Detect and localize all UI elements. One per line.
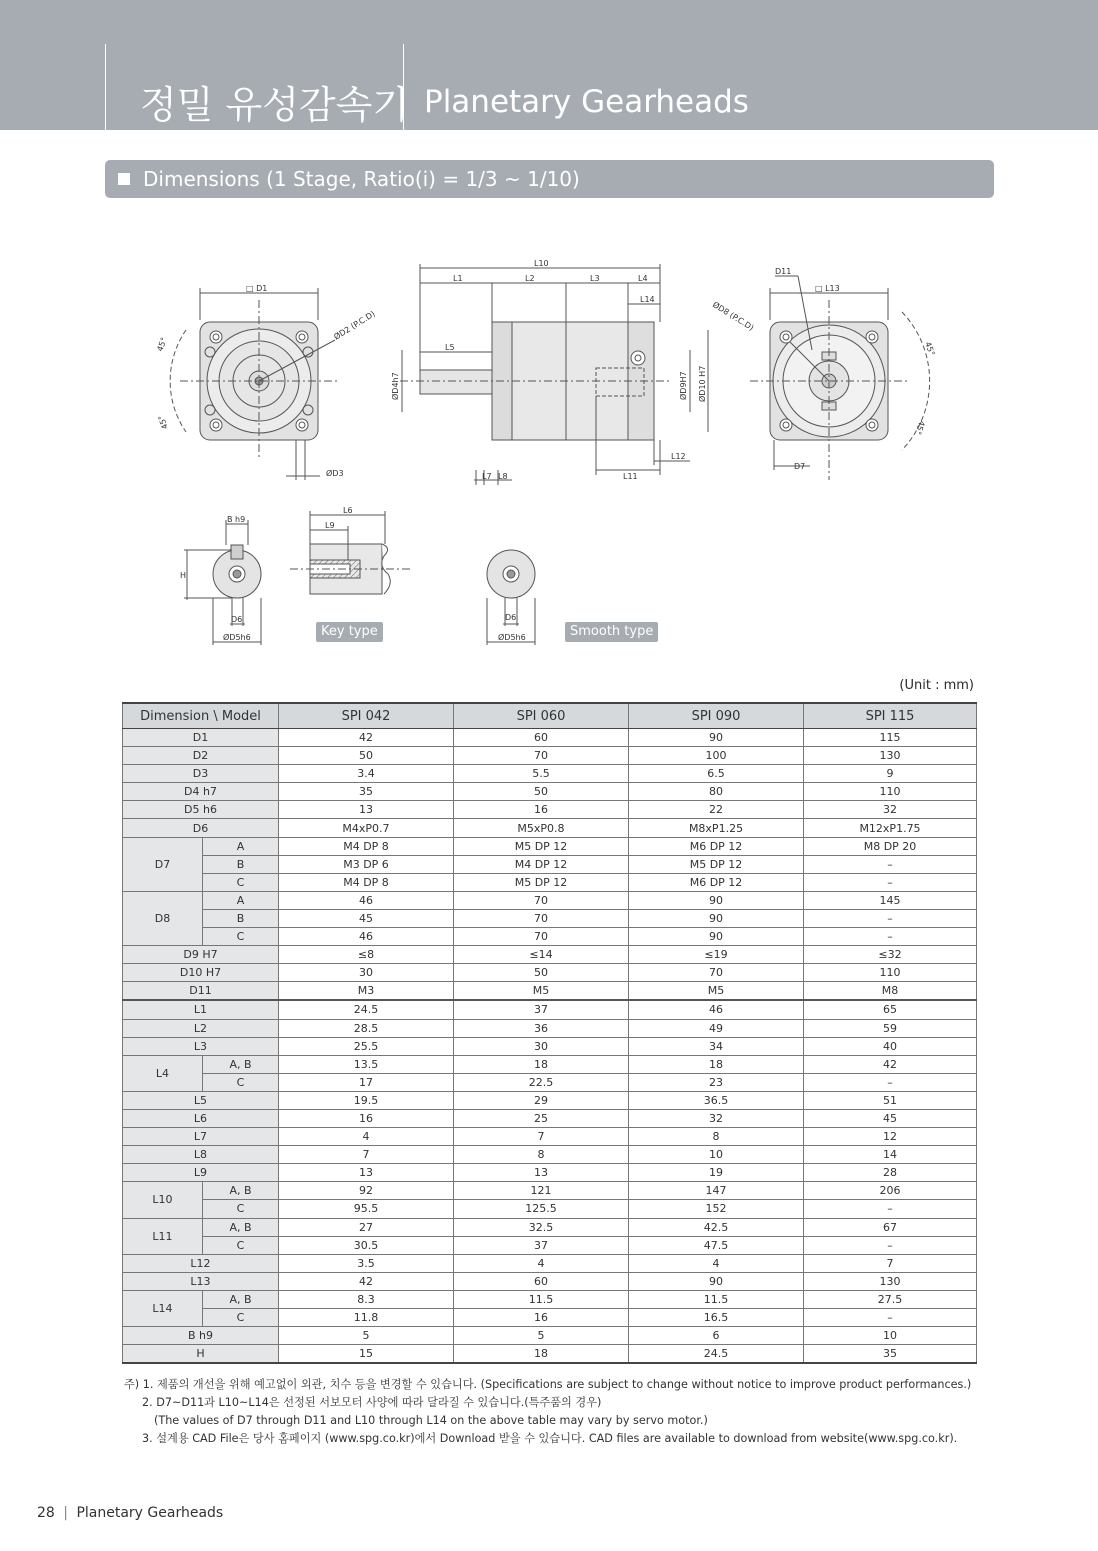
row-label: L12 bbox=[123, 1254, 279, 1272]
table-cell: 11.8 bbox=[279, 1309, 454, 1327]
table-row bbox=[123, 1254, 977, 1272]
table-cell: 80 bbox=[629, 783, 804, 801]
table-cell: ≤14 bbox=[454, 946, 629, 964]
table-cell: 18 bbox=[454, 1055, 629, 1073]
table-cell: 125.5 bbox=[454, 1200, 629, 1218]
table-row bbox=[123, 1055, 977, 1073]
row-label: H bbox=[123, 1345, 279, 1364]
row-sub-label: C bbox=[203, 1200, 279, 1218]
table-cell: 47.5 bbox=[629, 1236, 804, 1254]
table-cell: 45 bbox=[279, 909, 454, 927]
row-group-label: L11 bbox=[123, 1218, 203, 1254]
table-cell: 25.5 bbox=[279, 1037, 454, 1055]
label-h: H bbox=[180, 571, 187, 580]
row-sub-label: A, B bbox=[203, 1055, 279, 1073]
table-row bbox=[123, 1236, 977, 1254]
table-cell: 70 bbox=[629, 964, 804, 982]
smooth-type-label: Smooth type bbox=[565, 622, 658, 642]
table-cell: 34 bbox=[629, 1037, 804, 1055]
row-label: L2 bbox=[123, 1019, 279, 1037]
table-cell: 130 bbox=[804, 1272, 977, 1290]
table-cell: 28.5 bbox=[279, 1019, 454, 1037]
header-spi-090: SPI 090 bbox=[629, 703, 804, 729]
table-cell: 35 bbox=[804, 1345, 977, 1364]
smooth-type-shaft-drawing bbox=[487, 550, 535, 645]
table-cell: – bbox=[804, 1200, 977, 1218]
label-l4: L4 bbox=[638, 274, 648, 283]
table-cell: ≤32 bbox=[804, 946, 977, 964]
table-cell: – bbox=[804, 873, 977, 891]
row-label: L3 bbox=[123, 1037, 279, 1055]
table-cell: 35 bbox=[279, 783, 454, 801]
table-cell: M8 bbox=[804, 982, 977, 1001]
table-row bbox=[123, 1019, 977, 1037]
table-row bbox=[123, 1164, 977, 1182]
table-cell: 90 bbox=[629, 909, 804, 927]
label-l11: L11 bbox=[623, 472, 638, 481]
row-sub-label: C bbox=[203, 1073, 279, 1091]
row-label: L1 bbox=[123, 1000, 279, 1019]
label-d5-smooth: ØD5h6 bbox=[498, 633, 526, 642]
table-row bbox=[123, 1146, 977, 1164]
label-d1: □ D1 bbox=[246, 284, 268, 293]
label-l9: L9 bbox=[325, 521, 335, 530]
table-cell: 25 bbox=[454, 1109, 629, 1127]
row-label: L6 bbox=[123, 1109, 279, 1127]
table-cell: M4xP0.7 bbox=[279, 819, 454, 837]
table-cell: 90 bbox=[629, 729, 804, 747]
row-label: B h9 bbox=[123, 1327, 279, 1345]
table-cell: 4 bbox=[454, 1254, 629, 1272]
table-row bbox=[123, 1200, 977, 1218]
table-cell: 45 bbox=[804, 1109, 977, 1127]
technical-drawing bbox=[0, 0, 1098, 660]
table-cell: 110 bbox=[804, 783, 977, 801]
row-label: D4 h7 bbox=[123, 783, 279, 801]
row-label: L13 bbox=[123, 1272, 279, 1290]
label-d3: ØD3 bbox=[326, 469, 344, 478]
table-cell: 5 bbox=[279, 1327, 454, 1345]
table-cell: M8xP1.25 bbox=[629, 819, 804, 837]
table-cell: 90 bbox=[629, 928, 804, 946]
header-spi-042: SPI 042 bbox=[279, 703, 454, 729]
table-cell: 6.5 bbox=[629, 765, 804, 783]
table-cell: 37 bbox=[454, 1236, 629, 1254]
table-cell: 3.4 bbox=[279, 765, 454, 783]
table-cell: 42.5 bbox=[629, 1218, 804, 1236]
table-cell: 16 bbox=[454, 1309, 629, 1327]
table-cell: 115 bbox=[804, 729, 977, 747]
table-cell: 95.5 bbox=[279, 1200, 454, 1218]
table-row bbox=[123, 1073, 977, 1091]
label-l7: L7 bbox=[482, 472, 492, 481]
row-group-label: L10 bbox=[123, 1182, 203, 1218]
page-number: 28 bbox=[37, 1505, 55, 1521]
table-cell: 147 bbox=[629, 1182, 804, 1200]
row-group-label: D7 bbox=[123, 837, 203, 891]
table-cell: ≤19 bbox=[629, 946, 804, 964]
table-cell: 3.5 bbox=[279, 1254, 454, 1272]
table-cell: 100 bbox=[629, 747, 804, 765]
table-cell: 10 bbox=[804, 1327, 977, 1345]
label-angle-2: 45° bbox=[156, 413, 170, 431]
row-label: L8 bbox=[123, 1146, 279, 1164]
table-cell: 5.5 bbox=[454, 765, 629, 783]
table-cell: M5 bbox=[629, 982, 804, 1001]
table-cell: 32 bbox=[804, 801, 977, 819]
table-cell: 19.5 bbox=[279, 1091, 454, 1109]
table-cell: 42 bbox=[804, 1055, 977, 1073]
table-cell: M12xP1.75 bbox=[804, 819, 977, 837]
table-cell: M4 DP 8 bbox=[279, 837, 454, 855]
table-cell: M4 DP 8 bbox=[279, 873, 454, 891]
row-sub-label: B bbox=[203, 909, 279, 927]
table-row bbox=[123, 1290, 977, 1308]
table-cell: 24.5 bbox=[629, 1345, 804, 1364]
label-d9: ØD9H7 bbox=[679, 371, 688, 400]
label-l5: L5 bbox=[445, 343, 455, 352]
table-cell: 37 bbox=[454, 1000, 629, 1019]
row-sub-label: A bbox=[203, 891, 279, 909]
table-row bbox=[123, 982, 977, 1001]
label-d7: D7 bbox=[794, 462, 806, 471]
table-cell: 13 bbox=[279, 1164, 454, 1182]
row-label: D3 bbox=[123, 765, 279, 783]
label-d2: ØD2 (P.C.D) bbox=[332, 309, 377, 342]
label-angle-4: 45° bbox=[913, 419, 927, 436]
table-cell: 152 bbox=[629, 1200, 804, 1218]
table-cell: 70 bbox=[454, 928, 629, 946]
section-title: Dimensions (1 Stage, Ratio(i) = 1/3 ~ 1/10) bbox=[143, 167, 580, 191]
table-cell: 18 bbox=[629, 1055, 804, 1073]
footer-title: Planetary Gearheads bbox=[76, 1505, 224, 1521]
table-cell: – bbox=[804, 855, 977, 873]
table-cell: 9 bbox=[804, 765, 977, 783]
table-row bbox=[123, 765, 977, 783]
table-row bbox=[123, 1000, 977, 1019]
table-row bbox=[123, 1309, 977, 1327]
table-row bbox=[123, 1109, 977, 1127]
table-cell: 42 bbox=[279, 729, 454, 747]
row-sub-label: A, B bbox=[203, 1182, 279, 1200]
label-l10: L10 bbox=[534, 259, 549, 268]
table-cell: 24.5 bbox=[279, 1000, 454, 1019]
table-cell: 60 bbox=[454, 729, 629, 747]
table-cell: M5 bbox=[454, 982, 629, 1001]
table-row bbox=[123, 1037, 977, 1055]
table-cell: 5 bbox=[454, 1327, 629, 1345]
label-l2: L2 bbox=[525, 274, 535, 283]
table-row bbox=[123, 1182, 977, 1200]
table-cell: 27 bbox=[279, 1218, 454, 1236]
table-cell: – bbox=[804, 909, 977, 927]
table-cell: 50 bbox=[454, 783, 629, 801]
table-cell: 7 bbox=[454, 1128, 629, 1146]
notes bbox=[124, 1376, 971, 1448]
table-cell: 51 bbox=[804, 1091, 977, 1109]
table-row bbox=[123, 801, 977, 819]
table-cell: 8 bbox=[454, 1146, 629, 1164]
table-cell: 206 bbox=[804, 1182, 977, 1200]
table-cell: 145 bbox=[804, 891, 977, 909]
table-cell: 11.5 bbox=[629, 1290, 804, 1308]
table-cell: 18 bbox=[454, 1345, 629, 1364]
table-cell: 70 bbox=[454, 747, 629, 765]
table-row bbox=[123, 1345, 977, 1364]
label-d5-key: ØD5h6 bbox=[223, 633, 251, 642]
table-cell: 65 bbox=[804, 1000, 977, 1019]
table-cell: 16.5 bbox=[629, 1309, 804, 1327]
header-spi-115: SPI 115 bbox=[804, 703, 977, 729]
row-label: D2 bbox=[123, 747, 279, 765]
table-cell: 59 bbox=[804, 1019, 977, 1037]
row-label: D9 H7 bbox=[123, 946, 279, 964]
table-cell: M5xP0.8 bbox=[454, 819, 629, 837]
label-d6-smooth: D6 bbox=[505, 613, 517, 622]
row-label: L5 bbox=[123, 1091, 279, 1109]
table-cell: 13 bbox=[279, 801, 454, 819]
table-cell: M4 DP 12 bbox=[454, 855, 629, 873]
table-cell: 70 bbox=[454, 909, 629, 927]
table-cell: 30 bbox=[279, 964, 454, 982]
table-cell: 27.5 bbox=[804, 1290, 977, 1308]
table-cell: 4 bbox=[629, 1254, 804, 1272]
row-label: D11 bbox=[123, 982, 279, 1001]
row-group-label: L4 bbox=[123, 1055, 203, 1091]
table-cell: 50 bbox=[279, 747, 454, 765]
table-cell: 32.5 bbox=[454, 1218, 629, 1236]
note-2-en: (The values of D7 through D11 and L10 through L14 on the above table may vary by servo motor.) bbox=[154, 1414, 708, 1427]
table-cell: 16 bbox=[454, 801, 629, 819]
table-cell: 10 bbox=[629, 1146, 804, 1164]
table-row bbox=[123, 837, 977, 855]
table-row bbox=[123, 747, 977, 765]
table-cell: 17 bbox=[279, 1073, 454, 1091]
table-row bbox=[123, 946, 977, 964]
table-cell: 14 bbox=[804, 1146, 977, 1164]
side-view-drawing bbox=[400, 264, 708, 485]
table-cell: 22.5 bbox=[454, 1073, 629, 1091]
table-cell: 46 bbox=[279, 928, 454, 946]
table-cell: 13.5 bbox=[279, 1055, 454, 1073]
row-sub-label: C bbox=[203, 1236, 279, 1254]
row-sub-label: A bbox=[203, 837, 279, 855]
table-cell: 121 bbox=[454, 1182, 629, 1200]
table-cell: 49 bbox=[629, 1019, 804, 1037]
table-row bbox=[123, 1327, 977, 1345]
table-cell: 30.5 bbox=[279, 1236, 454, 1254]
table-cell: 46 bbox=[279, 891, 454, 909]
row-group-label: L14 bbox=[123, 1290, 203, 1326]
table-row bbox=[123, 928, 977, 946]
label-l8: L8 bbox=[498, 472, 508, 481]
table-cell: 7 bbox=[279, 1146, 454, 1164]
table-cell: 4 bbox=[279, 1128, 454, 1146]
table-row bbox=[123, 1128, 977, 1146]
row-sub-label: C bbox=[203, 873, 279, 891]
row-label: D10 H7 bbox=[123, 964, 279, 982]
table-cell: M3 bbox=[279, 982, 454, 1001]
note-2: 2. D7~D11과 L10~L14은 선정된 서보모터 사양에 따라 달라질 수 있습니다.(특주품의 경우) bbox=[142, 1396, 602, 1409]
row-label: L9 bbox=[123, 1164, 279, 1182]
row-label: D1 bbox=[123, 729, 279, 747]
table-cell: 50 bbox=[454, 964, 629, 982]
table-cell: M5 DP 12 bbox=[454, 873, 629, 891]
table-cell: 7 bbox=[804, 1254, 977, 1272]
table-row bbox=[123, 783, 977, 801]
table-row bbox=[123, 819, 977, 837]
label-l3: L3 bbox=[590, 274, 600, 283]
table-cell: 13 bbox=[454, 1164, 629, 1182]
table-cell: M6 DP 12 bbox=[629, 873, 804, 891]
label-l1: L1 bbox=[453, 274, 463, 283]
note-3: 3. 설계용 CAD File은 당사 홈페이지 (www.spg.co.kr)에서 Download 받을 수 있습니다. CAD files are available to download from website(www.spg.co.kr). bbox=[142, 1432, 958, 1445]
label-l6: L6 bbox=[343, 506, 353, 515]
table-cell: 16 bbox=[279, 1109, 454, 1127]
page-title-english: Planetary Gearheads bbox=[424, 84, 749, 120]
table-cell: 22 bbox=[629, 801, 804, 819]
table-row bbox=[123, 909, 977, 927]
table-cell: 30 bbox=[454, 1037, 629, 1055]
row-sub-label: C bbox=[203, 928, 279, 946]
table-cell: 12 bbox=[804, 1128, 977, 1146]
table-row bbox=[123, 1272, 977, 1290]
table-cell: 32 bbox=[629, 1109, 804, 1127]
table-row bbox=[123, 1218, 977, 1236]
note-1: 주) 1. 제품의 개선을 위해 예고없이 외관, 치수 등을 변경할 수 있습니다. (Specifications are subject to change without notice to improve product performances.) bbox=[124, 1378, 972, 1391]
page-title-korean: 정밀 유성감속기 bbox=[140, 83, 410, 127]
table-cell: – bbox=[804, 1309, 977, 1327]
table-cell: 23 bbox=[629, 1073, 804, 1091]
table-cell: – bbox=[804, 928, 977, 946]
table-row bbox=[123, 891, 977, 909]
row-label: D6 bbox=[123, 819, 279, 837]
label-l12: L12 bbox=[671, 452, 686, 461]
table-row bbox=[123, 855, 977, 873]
front-view-drawing bbox=[170, 288, 338, 480]
label-angle-3: 45° bbox=[923, 340, 937, 358]
table-row bbox=[123, 1091, 977, 1109]
footer-separator: | bbox=[63, 1505, 68, 1521]
table-cell: M6 DP 12 bbox=[629, 837, 804, 855]
label-l13: □ L13 bbox=[815, 284, 840, 293]
row-sub-label: A, B bbox=[203, 1218, 279, 1236]
table-cell: 70 bbox=[454, 891, 629, 909]
table-cell: 130 bbox=[804, 747, 977, 765]
table-cell: M8 DP 20 bbox=[804, 837, 977, 855]
table-cell: 8 bbox=[629, 1128, 804, 1146]
label-bh9: B h9 bbox=[227, 515, 246, 524]
table-cell: 92 bbox=[279, 1182, 454, 1200]
label-d11: D11 bbox=[775, 267, 792, 276]
row-group-label: D8 bbox=[123, 891, 203, 945]
table-cell: 42 bbox=[279, 1272, 454, 1290]
table-cell: 60 bbox=[454, 1272, 629, 1290]
label-d8: ØD8 (P.C.D) bbox=[710, 300, 756, 333]
row-label: L7 bbox=[123, 1128, 279, 1146]
row-sub-label: C bbox=[203, 1309, 279, 1327]
label-d4: ØD4h7 bbox=[391, 372, 400, 400]
table-cell: 15 bbox=[279, 1345, 454, 1364]
table-cell: 90 bbox=[629, 891, 804, 909]
table-cell: 19 bbox=[629, 1164, 804, 1182]
table-cell: 67 bbox=[804, 1218, 977, 1236]
page-footer bbox=[37, 1505, 223, 1521]
table-cell: 36.5 bbox=[629, 1091, 804, 1109]
table-body bbox=[123, 729, 977, 1364]
table-row bbox=[123, 873, 977, 891]
header-spi-060: SPI 060 bbox=[454, 703, 629, 729]
table-cell: 11.5 bbox=[454, 1290, 629, 1308]
label-d6-key: D6 bbox=[231, 615, 243, 624]
dimension-table bbox=[122, 702, 977, 1364]
key-type-label: Key type bbox=[316, 622, 383, 642]
rear-view-drawing bbox=[750, 276, 930, 480]
table-cell: 40 bbox=[804, 1037, 977, 1055]
header-dimension-model: Dimension \ Model bbox=[123, 703, 279, 729]
unit-label: (Unit : mm) bbox=[899, 678, 974, 693]
table-cell: 36 bbox=[454, 1019, 629, 1037]
table-cell: 90 bbox=[629, 1272, 804, 1290]
table-cell: M5 DP 12 bbox=[454, 837, 629, 855]
table-cell: 8.3 bbox=[279, 1290, 454, 1308]
row-sub-label: B bbox=[203, 855, 279, 873]
table-cell: – bbox=[804, 1236, 977, 1254]
table-cell: M5 DP 12 bbox=[629, 855, 804, 873]
table-header-row bbox=[123, 703, 977, 729]
table-cell: 6 bbox=[629, 1327, 804, 1345]
row-sub-label: A, B bbox=[203, 1290, 279, 1308]
table-row bbox=[123, 964, 977, 982]
table-row bbox=[123, 729, 977, 747]
table-cell: 28 bbox=[804, 1164, 977, 1182]
table-cell: – bbox=[804, 1073, 977, 1091]
table-cell: M3 DP 6 bbox=[279, 855, 454, 873]
table-cell: ≤8 bbox=[279, 946, 454, 964]
label-d10: ØD10 H7 bbox=[698, 365, 707, 402]
label-l14: L14 bbox=[640, 295, 655, 304]
table-cell: 110 bbox=[804, 964, 977, 982]
table-cell: 29 bbox=[454, 1091, 629, 1109]
label-angle-1: 45° bbox=[155, 336, 169, 353]
row-label: D5 h6 bbox=[123, 801, 279, 819]
table-cell: 46 bbox=[629, 1000, 804, 1019]
